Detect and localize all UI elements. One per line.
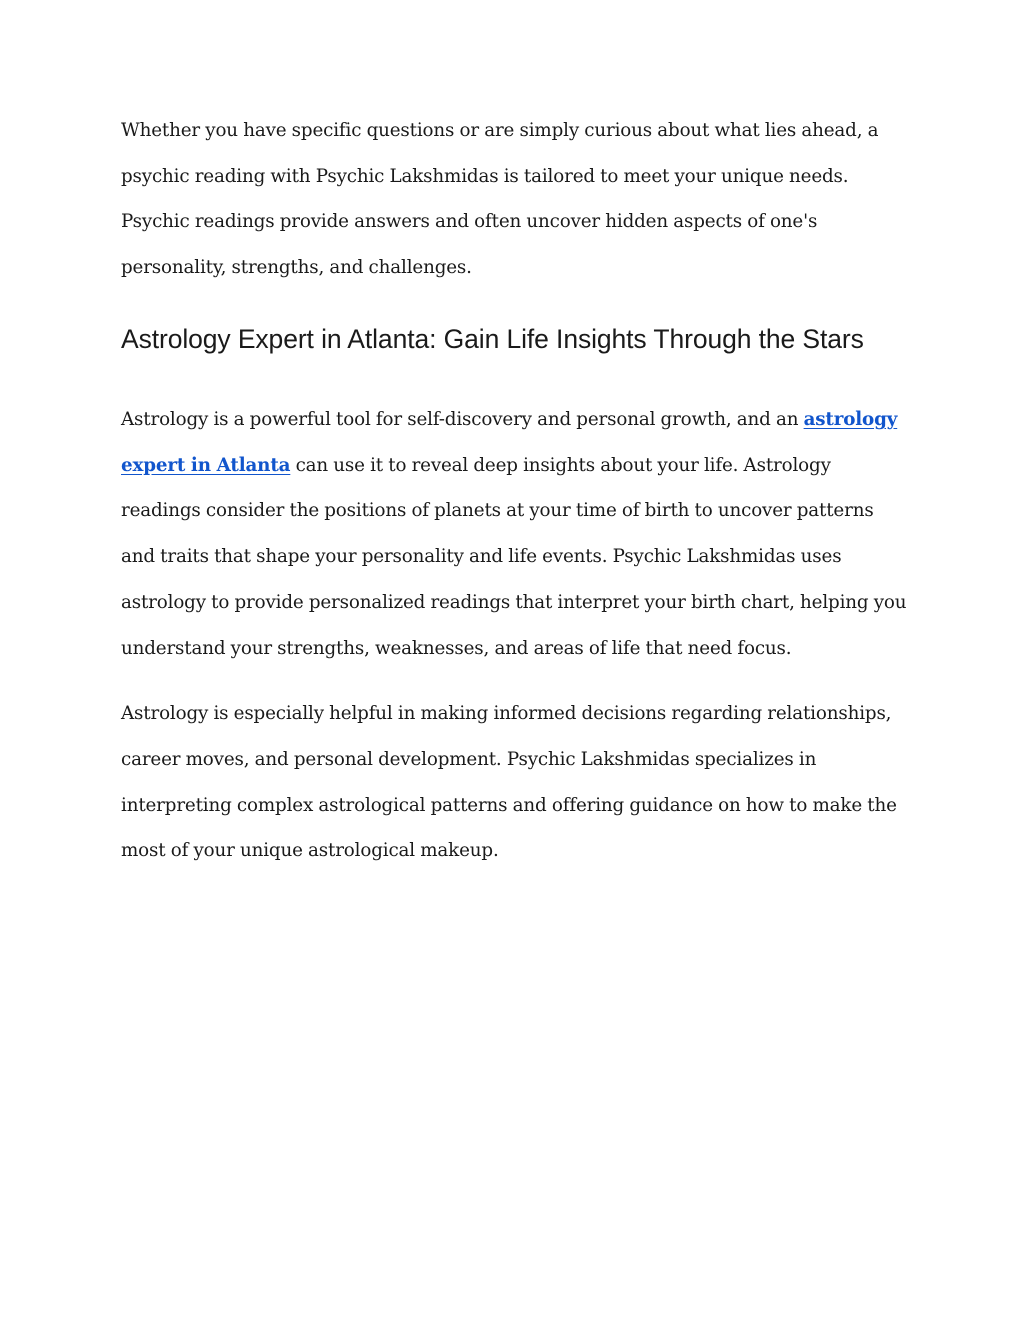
astrology-paragraph-1 (121, 397, 911, 671)
section-heading: Astrology Expert in Atlanta: Gain Life Insights Through the Stars (121, 324, 864, 354)
astrology-section (121, 397, 911, 874)
intro-paragraph: Whether you have specific questions or are simply curious about what lies ahead, a psychic reading with Psychic Lakshmidas is tailored to meet your unique needs. Psychic readings provide answers and often uncover hidden aspects of one's personality, strengths, and challenges. (121, 120, 879, 279)
paragraph-text-before-link: Astrology is a powerful tool for self-discovery and personal growth, and an (121, 409, 804, 430)
astrology-paragraph-2: Astrology is especially helpful in making informed decisions regarding relationships, career moves, and personal development. Psychic Lakshmidas specializes in interpreting complex astrological patterns and offering guidance on how to make the most of your unique astrological makeup. (121, 703, 897, 862)
intro-section (121, 108, 911, 291)
astrology-expert-link[interactable]: astrology expert in Atlanta (121, 409, 898, 476)
paragraph-text-after-link: can use it to reveal deep insights about your life. Astrology readings consider the positions of planets at your time of birth to uncover patterns and traits that shape your personality and life events. Psychic Lakshmidas uses astrology to provide personalized readings that interpret your birth chart, helping you understand your strengths, weaknesses, and areas of life that need focus. (121, 454, 907, 659)
